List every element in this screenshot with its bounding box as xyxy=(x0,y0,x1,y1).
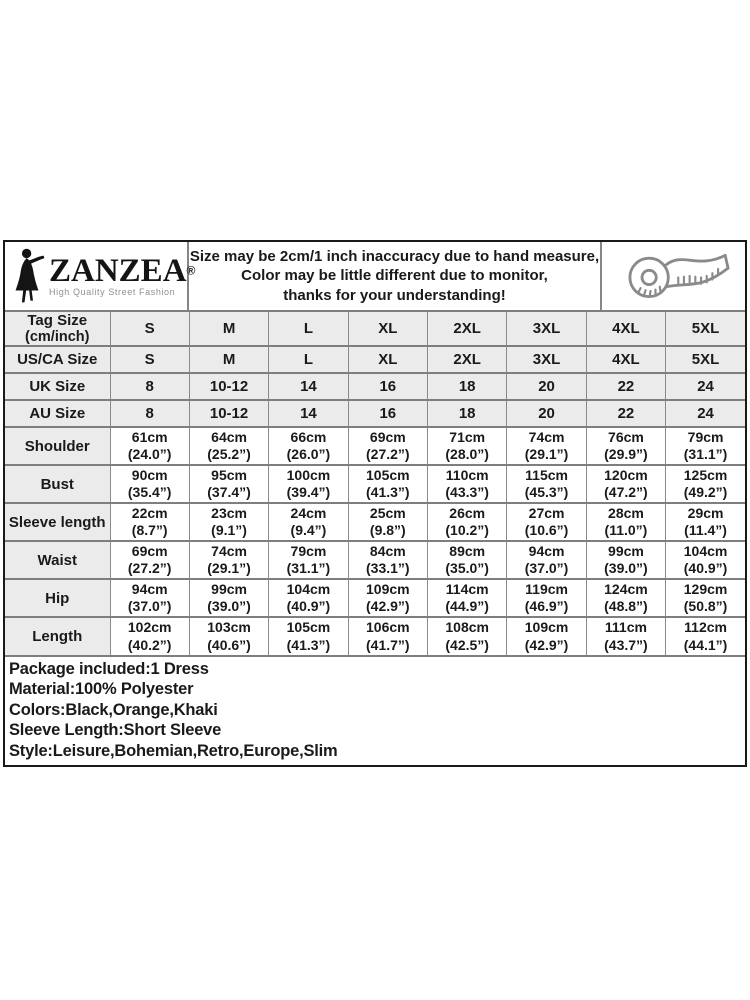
cm-value: 106cm xyxy=(366,619,410,635)
size-cell xyxy=(666,465,745,503)
cm-value: 79cm xyxy=(687,428,724,445)
inch-value: (39.0”) xyxy=(604,560,648,576)
size-cell xyxy=(428,465,507,503)
size-cell xyxy=(586,617,665,655)
cm-value: 69cm xyxy=(131,542,168,559)
info-line: Package included:1 Dress xyxy=(9,660,209,678)
inch-value: (41.3”) xyxy=(286,636,331,653)
cm-value: 102cm xyxy=(127,619,172,635)
cm-value: 74cm xyxy=(211,542,247,559)
size-cell xyxy=(110,427,189,465)
inch-value: (44.9”) xyxy=(445,598,489,614)
brand-name: ZANZEA xyxy=(49,252,187,289)
size-cell xyxy=(428,617,507,655)
size-cell: 2XL xyxy=(428,311,507,346)
size-cell xyxy=(666,541,745,579)
row-label: Hip xyxy=(5,579,110,617)
cm-value: 104cm xyxy=(286,580,331,597)
inch-value: (9.1”) xyxy=(211,522,247,538)
size-cell xyxy=(110,617,189,655)
size-cell xyxy=(507,617,586,655)
disclaimer-line: Size may be 2cm/1 inch inaccuracy due to hand measure, xyxy=(189,247,600,265)
row-label: AU Size xyxy=(5,400,110,427)
size-cell xyxy=(666,579,745,617)
cm-value: 29cm xyxy=(687,504,724,521)
size-cell: L xyxy=(269,311,348,346)
size-cell: XL xyxy=(348,346,427,373)
info-line: Colors:Black,Orange,Khaki xyxy=(9,700,218,719)
cm-value: 110cm xyxy=(445,466,489,483)
size-cell: 2XL xyxy=(428,346,507,373)
row-label: US/CA Size xyxy=(5,346,110,373)
cm-value: 108cm xyxy=(445,619,489,635)
disclaimer-line: Color may be little different due to monitor, xyxy=(241,267,548,285)
inch-value: (9.8”) xyxy=(369,522,406,538)
size-cell xyxy=(666,503,745,541)
size-cell xyxy=(269,617,348,655)
inch-value: (10.6”) xyxy=(524,522,569,538)
table-row xyxy=(5,579,745,617)
woman-silhouette-icon xyxy=(13,247,47,305)
cm-value: 112cm xyxy=(684,619,727,635)
inch-value: (29.1”) xyxy=(524,446,569,462)
size-cell: 3XL xyxy=(507,311,586,346)
size-cell: S xyxy=(110,346,189,373)
inch-value: (37.4”) xyxy=(207,484,251,500)
size-cell xyxy=(586,541,665,579)
info-line: Material:100% Polyester xyxy=(9,680,194,699)
inch-value: (35.4”) xyxy=(127,484,172,500)
size-cell xyxy=(110,503,189,541)
inch-value: (26.0”) xyxy=(286,446,331,462)
cm-value: 26cm xyxy=(449,504,486,521)
table-row xyxy=(5,400,745,427)
row-label: UK Size xyxy=(5,373,110,400)
inch-value: (35.0”) xyxy=(445,560,489,576)
inch-value: (44.1”) xyxy=(683,636,728,653)
size-cell xyxy=(666,427,745,465)
cm-value: 61cm xyxy=(131,428,168,445)
size-cell xyxy=(269,427,348,465)
cm-value: 114cm xyxy=(445,580,489,597)
cm-value: 90cm xyxy=(131,466,168,483)
disclaimer-line: thanks for your understanding! xyxy=(283,286,506,304)
product-info xyxy=(5,655,745,765)
size-cell: 18 xyxy=(428,373,507,400)
cm-value: 124cm xyxy=(604,580,648,597)
inch-value: (8.7”) xyxy=(131,522,168,538)
size-cell: 24 xyxy=(666,400,745,427)
brand-logo xyxy=(5,242,196,310)
size-cell xyxy=(269,465,348,503)
table-row xyxy=(5,373,745,400)
row-label: Shoulder xyxy=(5,427,110,465)
size-cell xyxy=(189,465,268,503)
size-cell xyxy=(348,503,427,541)
row-label: Tag Size (cm/inch) xyxy=(5,311,110,346)
size-cell xyxy=(110,541,189,579)
brand-text xyxy=(49,252,196,297)
inch-value: (24.0”) xyxy=(127,446,172,462)
table-row xyxy=(5,427,745,465)
inch-value: (49.2”) xyxy=(683,484,728,500)
size-cell: 24 xyxy=(666,373,745,400)
size-cell xyxy=(269,503,348,541)
size-cell xyxy=(110,465,189,503)
size-cell xyxy=(348,427,427,465)
size-cell xyxy=(428,427,507,465)
size-cell xyxy=(507,541,586,579)
cm-value: 69cm xyxy=(369,428,406,445)
inch-value: (39.0”) xyxy=(207,598,251,614)
cm-value: 74cm xyxy=(528,428,565,445)
size-cell: 18 xyxy=(428,400,507,427)
size-cell: 8 xyxy=(110,373,189,400)
size-cell xyxy=(189,541,268,579)
cm-value: 94cm xyxy=(528,542,565,559)
size-cell xyxy=(189,579,268,617)
size-cell: 14 xyxy=(269,400,348,427)
cm-value: 111cm xyxy=(604,619,647,635)
size-cell: M xyxy=(189,346,268,373)
table-row xyxy=(5,311,745,346)
size-cell xyxy=(428,541,507,579)
inch-value: (10.2”) xyxy=(445,522,489,538)
size-cell xyxy=(586,465,665,503)
size-cell xyxy=(348,541,427,579)
size-cell: L xyxy=(269,346,348,373)
inch-value: (40.6”) xyxy=(207,636,251,653)
size-cell xyxy=(348,617,427,655)
row-label: Sleeve length xyxy=(5,503,110,541)
cm-value: 64cm xyxy=(211,428,247,445)
cm-value: 27cm xyxy=(528,504,565,521)
cm-value: 22cm xyxy=(131,504,168,521)
cm-value: 99cm xyxy=(211,580,247,597)
table-row xyxy=(5,503,745,541)
cm-value: 115cm xyxy=(525,466,568,483)
size-cell xyxy=(507,427,586,465)
inch-value: (11.4”) xyxy=(684,522,727,538)
row-label: Length xyxy=(5,617,110,655)
tape-measure-icon xyxy=(602,242,745,310)
inch-value: (11.0”) xyxy=(604,522,648,538)
size-cell: 22 xyxy=(586,373,665,400)
size-cell: M xyxy=(189,311,268,346)
size-cell xyxy=(586,427,665,465)
size-cell xyxy=(586,579,665,617)
cm-value: 95cm xyxy=(211,466,247,483)
table-row xyxy=(5,346,745,373)
size-cell: 8 xyxy=(110,400,189,427)
inch-value: (37.0”) xyxy=(524,560,569,576)
size-cell: 5XL xyxy=(666,346,745,373)
inch-value: (29.1”) xyxy=(207,560,251,576)
cm-value: 23cm xyxy=(211,504,247,521)
size-cell xyxy=(348,465,427,503)
inch-value: (43.7”) xyxy=(604,636,648,653)
cm-value: 104cm xyxy=(683,542,728,559)
size-cell xyxy=(189,427,268,465)
size-cell: 3XL xyxy=(507,346,586,373)
size-cell: XL xyxy=(348,311,427,346)
table-row xyxy=(5,617,745,655)
size-cell xyxy=(507,579,586,617)
inch-value: (40.9”) xyxy=(683,560,728,576)
row-label: Waist xyxy=(5,541,110,579)
size-cell: 20 xyxy=(507,373,586,400)
table-row xyxy=(5,541,745,579)
size-cell xyxy=(269,579,348,617)
cm-value: 66cm xyxy=(290,428,327,445)
size-cell xyxy=(110,579,189,617)
size-cell: 4XL xyxy=(586,311,665,346)
inch-value: (40.9”) xyxy=(286,598,331,614)
size-cell: 20 xyxy=(507,400,586,427)
size-cell xyxy=(189,503,268,541)
size-cell xyxy=(348,579,427,617)
cm-value: 25cm xyxy=(369,504,406,521)
inch-value: (43.3”) xyxy=(445,484,489,500)
size-cell xyxy=(189,617,268,655)
inch-value: (28.0”) xyxy=(445,446,489,462)
inch-value: (27.2”) xyxy=(127,560,172,576)
cm-value: 99cm xyxy=(608,542,644,559)
size-cell: 10-12 xyxy=(189,400,268,427)
size-cell: 4XL xyxy=(586,346,665,373)
inch-value: (47.2”) xyxy=(604,484,648,500)
inch-value: (41.3”) xyxy=(366,484,410,500)
size-cell xyxy=(428,579,507,617)
cm-value: 120cm xyxy=(604,466,648,483)
size-table xyxy=(5,310,745,655)
inch-value: (45.3”) xyxy=(524,484,569,500)
registered-mark: ® xyxy=(186,263,196,278)
cm-value: 129cm xyxy=(683,580,728,597)
brand-tagline: High Quality Street Fashion xyxy=(49,286,176,297)
inch-value: (48.8”) xyxy=(604,598,648,614)
cm-value: 100cm xyxy=(286,466,331,483)
cm-value: 89cm xyxy=(449,542,486,559)
cm-value: 109cm xyxy=(524,619,569,635)
inch-value: (41.7”) xyxy=(366,636,410,653)
cm-value: 76cm xyxy=(608,428,644,445)
cm-value: 103cm xyxy=(207,619,251,635)
inch-value: (25.2”) xyxy=(207,446,251,462)
inch-value: (27.2”) xyxy=(366,446,410,462)
size-cell: S xyxy=(110,311,189,346)
size-cell: 10-12 xyxy=(189,373,268,400)
inch-value: (9.4”) xyxy=(290,522,327,538)
size-cell xyxy=(428,503,507,541)
size-cell xyxy=(586,503,665,541)
size-cell: 16 xyxy=(348,373,427,400)
size-chart-panel xyxy=(3,240,747,767)
inch-value: (46.9”) xyxy=(524,598,569,614)
cm-value: 79cm xyxy=(290,542,327,559)
inch-value: (37.0”) xyxy=(127,598,172,614)
info-line: Sleeve Length:Short Sleeve xyxy=(9,721,222,740)
cm-value: 119cm xyxy=(525,580,568,597)
cm-value: 105cm xyxy=(286,619,331,635)
inch-value: (29.9”) xyxy=(604,446,648,462)
size-cell xyxy=(507,503,586,541)
cm-value: 24cm xyxy=(290,504,327,521)
info-line: Style:Leisure,Bohemian,Retro,Europe,Slim xyxy=(9,741,338,760)
inch-value: (33.1”) xyxy=(366,560,410,576)
inch-value: (31.1”) xyxy=(286,560,331,576)
size-cell: 16 xyxy=(348,400,427,427)
inch-value: (42.9”) xyxy=(366,598,410,614)
inch-value: (42.5”) xyxy=(445,636,489,653)
cm-value: 125cm xyxy=(683,466,728,483)
table-row xyxy=(5,465,745,503)
cm-value: 94cm xyxy=(131,580,168,597)
size-cell: 22 xyxy=(586,400,665,427)
cm-value: 71cm xyxy=(449,428,486,445)
size-cell xyxy=(507,465,586,503)
size-cell xyxy=(666,617,745,655)
disclaimer xyxy=(186,242,602,310)
cm-value: 84cm xyxy=(369,542,406,559)
inch-value: (42.9”) xyxy=(524,636,569,653)
cm-value: 28cm xyxy=(608,504,644,521)
cm-value: 105cm xyxy=(366,466,410,483)
cm-value: 109cm xyxy=(366,580,410,597)
inch-value: (31.1”) xyxy=(683,446,728,462)
size-cell: 5XL xyxy=(666,311,745,346)
inch-value: (39.4”) xyxy=(286,484,331,500)
size-cell xyxy=(269,541,348,579)
row-label: Bust xyxy=(5,465,110,503)
inch-value: (50.8”) xyxy=(683,598,728,614)
header-band xyxy=(5,242,745,310)
size-cell: 14 xyxy=(269,373,348,400)
inch-value: (40.2”) xyxy=(127,636,172,653)
